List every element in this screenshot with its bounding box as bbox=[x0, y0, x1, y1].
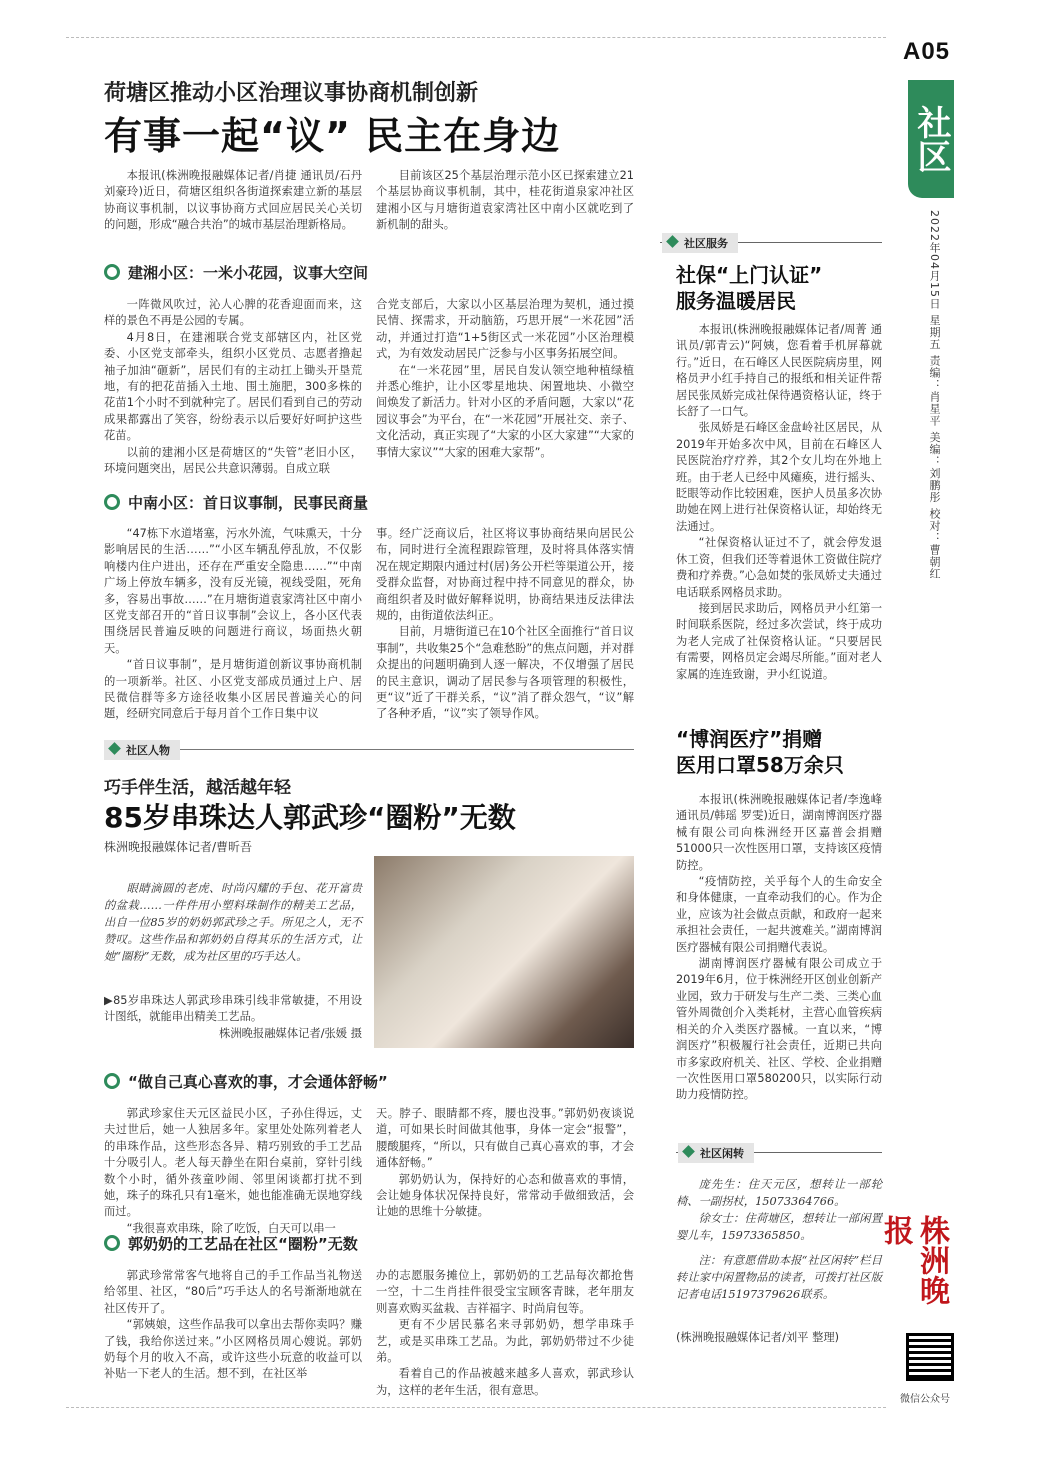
bottom-rule bbox=[66, 1407, 886, 1408]
list-item: 庞先生：住天元区，想转让一部轮椅、一副拐杖，15073364766。 bbox=[676, 1178, 882, 1208]
lead-headline: 有事一起“议” 民主在身边 bbox=[104, 114, 561, 158]
feature-byline: 株洲晚报融媒体记者/曹昕吾 bbox=[104, 840, 253, 854]
qr-caption: 微信公众号 bbox=[900, 1394, 950, 1405]
photo-credit: 株洲晚报融媒体记者/张媛 摄 bbox=[219, 1026, 362, 1040]
feature-summary: 眼睛滴圆的老虎、时尚闪耀的手包、花开富贵的盆栽……一件件用小塑料珠制作的精美工艺品，出自一位85岁的奶奶郭武珍之手。所见之人，无不赞叹。这些作品和郭奶奶自得其乐的生活方式，让她“圈粉”无数，成为社区里的巧手达人。 bbox=[104, 882, 362, 963]
swap-tag: 社区闲转 bbox=[678, 1142, 754, 1163]
donation-body: 本报讯(株洲晚报融媒体记者/李逸峰 通讯员/韩瑶 罗雯)近日，湖南博润医疗器械有限公司向株洲经开区嘉普会捐赠51000只一次性医用口罩，支持该区疫情防控。 “疫情防控，关乎每个人的生命安全和身体健康，一直牵动我们的心。作为企业，应该为社会做点贡献，和政府一起来承担社会责任，一起共渡难关。”湖南博润医疗器械有限公司捐赠代表说。 湖南博润医疗器械有限公司成立于2019年6月，位于株洲经开区创业创新产业园，致力于研发与生产二类、三类心血管外周微创介入类耗材，主营心血管疾病相关的介入类医疗器械。一直以来，“博润医疗”积极履行社会责任，近期已共向市多家政府机关、社区、学校、企业捐赠一次性医用口罩580200只，以实际行动助力疫情防控。 bbox=[676, 793, 882, 1102]
bullet-icon bbox=[104, 264, 120, 280]
feature-f1-left: 郭武珍家住天元区益民小区，子孙住得远，丈夫过世后，她一人独居多年。家里处处陈列着老人的串珠作品，这些形态各异、精巧别致的手工艺品十分吸引人。老人每天静坐在阳台桌前，穿针引线数个小时，循外孩童吵闹、邻里闲谈都打扰不到她，珠子的珠孔只有1毫米，她也能准确无误地穿线而过。 “我很喜欢串珠，除了吃饭，白天可以串一 bbox=[104, 1107, 362, 1235]
newspaper-logo: 株洲晚报 bbox=[878, 1215, 949, 1305]
swap-note: 注：有意愿借助本报“社区闲转”栏目转让家中闲置物品的读者，可拨打社区版记者电话15197379626联系。 bbox=[676, 1254, 882, 1301]
feature-sub2: 郭奶奶的工艺品在社区“圈粉”无数 bbox=[104, 1233, 358, 1254]
lead-kicker: 荷塘区推动小区治理议事协商机制创新 bbox=[104, 81, 479, 106]
feature-f2-right: 办的志愿服务摊位上，郭奶奶的工艺品每次都抢售一空，十二生肖挂件很受宝宝顾客青睐，老年朋友则喜欢购买盆栽、吉祥福字、时尚肩包等。 更有不少居民慕名来寻郭奶奶，想学串珠手艺，或是买串珠工艺品。为此，郭奶奶带过不少徒弟。 看着自己的作品被越来越多人喜欢，郭武珍认为，这样的老年生活，很有意思。 bbox=[376, 1269, 634, 1397]
lead-s1-right: 合党支部后，大家以小区基层治理为契机，通过摸民情、探需求，开动脑筋，巧思开展“一米花园”活动，并通过打造“1+5街区式一米花园”小区治理模式，为有效发动居民广泛参与小区事务拓展空间。 在“一米花园”里，居民自发认领空地种植绿植并悉心维护，让小区零星地块、闲置地块、小微空间焕发了新活力。针对小区的矛盾问题，大家以“花园议事会”为平台，在“一米花园”开展社交、亲子、文化活动，真正实现了“大家的小区大家建”“大家的事情大家议”“大家的困难大家帮”。 bbox=[376, 298, 634, 459]
bullet-icon bbox=[104, 1235, 120, 1251]
qr-code-icon[interactable] bbox=[906, 1333, 954, 1381]
list-item: 徐女士：住荷塘区，想转让一部闲置婴儿车，15973365850。 bbox=[676, 1212, 882, 1242]
section-tab: 社区 bbox=[908, 80, 954, 198]
bullet-icon bbox=[104, 1073, 120, 1089]
bullet-icon bbox=[104, 494, 120, 510]
page-meta: 2022年04月15日 星期五 责编：肖星平 美编：刘鹏彤 校对：曹朝红 bbox=[928, 210, 941, 580]
feature-photo bbox=[374, 856, 634, 1048]
lead-sub2: 中南小区：首日议事制，民事民商量 bbox=[104, 492, 368, 513]
swap-items bbox=[676, 1176, 882, 1303]
feature-headline: 85岁串珠达人郭武珍“圈粉”无数 bbox=[104, 801, 516, 834]
service-headline: 社保“上门认证” 服务温暖居民 bbox=[676, 263, 823, 313]
feature-sub1: “做自己真心喜欢的事，才会通体舒畅” bbox=[104, 1071, 388, 1092]
page-number: A05 bbox=[903, 38, 951, 65]
lead-s2-right: 事。经广泛商议后，社区将议事协商结果向居民公布，同时进行全流程跟踪管理，及时将具体落实情况在规定期限内通过村(居)务公开栏等渠道公开，接受群众监督，对协商过程中持不同意见的群众，协商组织者及时做好解释说明，协商结果违反法律法规的，由街道依法纠正。 目前，月塘街道已在10个社区全面推行“首日议事制”，共收集25个“急难愁盼”的焦点问题，并对群众提出的问题明确到人逐一解决，不仅增强了居民的民主意识，调动了居民参与各项管理的积极性，更“议”近了干群关系，“议”消了群众怨气，“议”解了各种矛盾，“议”实了领导作风。 bbox=[376, 527, 634, 721]
lead-s2-left: “47栋下水道堵塞，污水外流，气味熏天，十分影响居民的生活……”“小区车辆乱停乱放，不仅影响楼内住户进出，还存在严重安全隐患……”“中南广场上停放车辆多，没有反光镜，视线受阻，死角多，容易出事故……”在月塘街道袁家湾社区中南小区党支部召开的“首日议事制”会议上，各小区代表围绕居民普遍反映的问题进行商议，场面热火朝天。 “首日议事制”，是月塘街道创新议事协商机制的一项新举。社区、小区党支部成员通过上户、居民微信群等多方途径收集小区居民普遍关心的问题，经研究同意后于每月首个工作日集中议 bbox=[104, 527, 362, 721]
feature-kicker: 巧手伴生活，越活越年轻 bbox=[104, 778, 291, 798]
lead-sub1: 建湘小区：一米小花园，议事大空间 bbox=[104, 262, 368, 283]
feature-f1-right: 天。脖子、眼睛都不疼，腰也没事。”郭奶奶夜谈说道，可如果长时间做其他事，身体一定会“报警”，腰酸腿疼，“所以，只有做自己真心喜欢的事，才会通体舒畅。” 郭奶奶认为，保持好的心态和做喜欢的事情，会让她身体状况保持良好，常常动手做细致活，会让她的思维十分敏捷。 bbox=[376, 1107, 634, 1219]
lead-intro-left: 本报讯(株洲晚报融媒体记者/肖捷 通讯员/石丹 刘豪玲)近日，荷塘区组织各街道探索建立新的基层协商议事机制，以议事协商方式回应居民关心关切的问题，形成“融合共治”的城市基层治理新格局。 bbox=[104, 169, 362, 232]
donation-headline: “博润医疗”捐赠 医用口罩58万余只 bbox=[676, 727, 844, 777]
lead-intro-right: 目前该区25个基层治理示范小区已探索建立21个基层协商议事机制，其中，桂花街道泉家冲社区建湘小区与月塘街道袁家湾社区中南小区就吃到了新机制的甜头。 bbox=[376, 169, 634, 232]
feature-rule bbox=[104, 749, 634, 770]
swap-credit: (株洲晚报融媒体记者/刘平 整理) bbox=[676, 1331, 840, 1344]
top-rule bbox=[66, 37, 886, 38]
service-body: 本报讯(株洲晚报融媒体记者/周菁 通讯员/郭青云)“阿姨，您看着手机屏幕就行。”近日，在石峰区人民医院病房里，网格员尹小红手持自己的报纸和相关证件帮居民张凤娇完成社保待遇资格认证，终于长舒了一口气。 张凤娇是石峰区金盘岭社区居民，从2019年开始多次中风，目前在石峰区人民医院治疗疗养，其2个女儿均在外地上班。由于老人已经中风瘫痪，进行摇头、眨眼等动作比较困难，医护人员虽多次协助她在网上进行社保资格认证，却始终无法通过。 “社保资格认证过不了，就会停发退休工资，但我们还等着退休工资做住院疗费和疗养费。”心急如焚的张凤娇丈夫通过电话联系网格员求助。 接到居民求助后，网格员尹小红第一时间联系医院，经过多次尝试，终于成功为老人完成了社保资格认证。“只要居民有需要，网格员定会竭尽所能。”面对老人家属的连连致谢，尹小红说道。 bbox=[676, 323, 882, 681]
feature-f2-left: 郭武珍常常客气地将自己的手工作品当礼物送给邻里、社区，“80后”巧手达人的名号渐渐地就在社区传开了。 “郭姨娘，这些作品我可以拿出去帮你卖吗？赚了钱，我给你送过来。”小区网格员周心嫂说。郭奶奶每个月的收入不高，或许这些小玩意的收益可以补贴一下老人的生活。想不到，在社区举 bbox=[104, 1269, 362, 1381]
service-tag: 社区服务 bbox=[662, 232, 738, 253]
feature-caption: ▶85岁串珠达人郭武珍串珠引线非常敏捷，不用设计图纸，就能串出精美工艺品。 株洲晚报融媒体记者/张媛 摄 bbox=[104, 993, 362, 1042]
feature-tag: 社区人物 bbox=[104, 739, 180, 760]
lead-s1-left: 一阵微风吹过，沁人心脾的花香迎面而来，这样的景色不再是公园的专属。 4月8日，在建湘联合党支部辖区内，社区党委、小区党支部牵头，组织小区党员、志愿者撸起袖子加油“砸新”，居民们有的主动扛上锄头开垦荒地，有的把花苗插入土地、围土施肥，300多株的花苗1个小时不到就种完了。居民们看到自己的劳动成果都露出了笑容，纷纷表示以后要好好呵护这些花苗。 以前的建湘小区是荷塘区的“失管”老旧小区，环境问题突出，居民公共意识薄弱。自成立联 bbox=[104, 298, 362, 476]
